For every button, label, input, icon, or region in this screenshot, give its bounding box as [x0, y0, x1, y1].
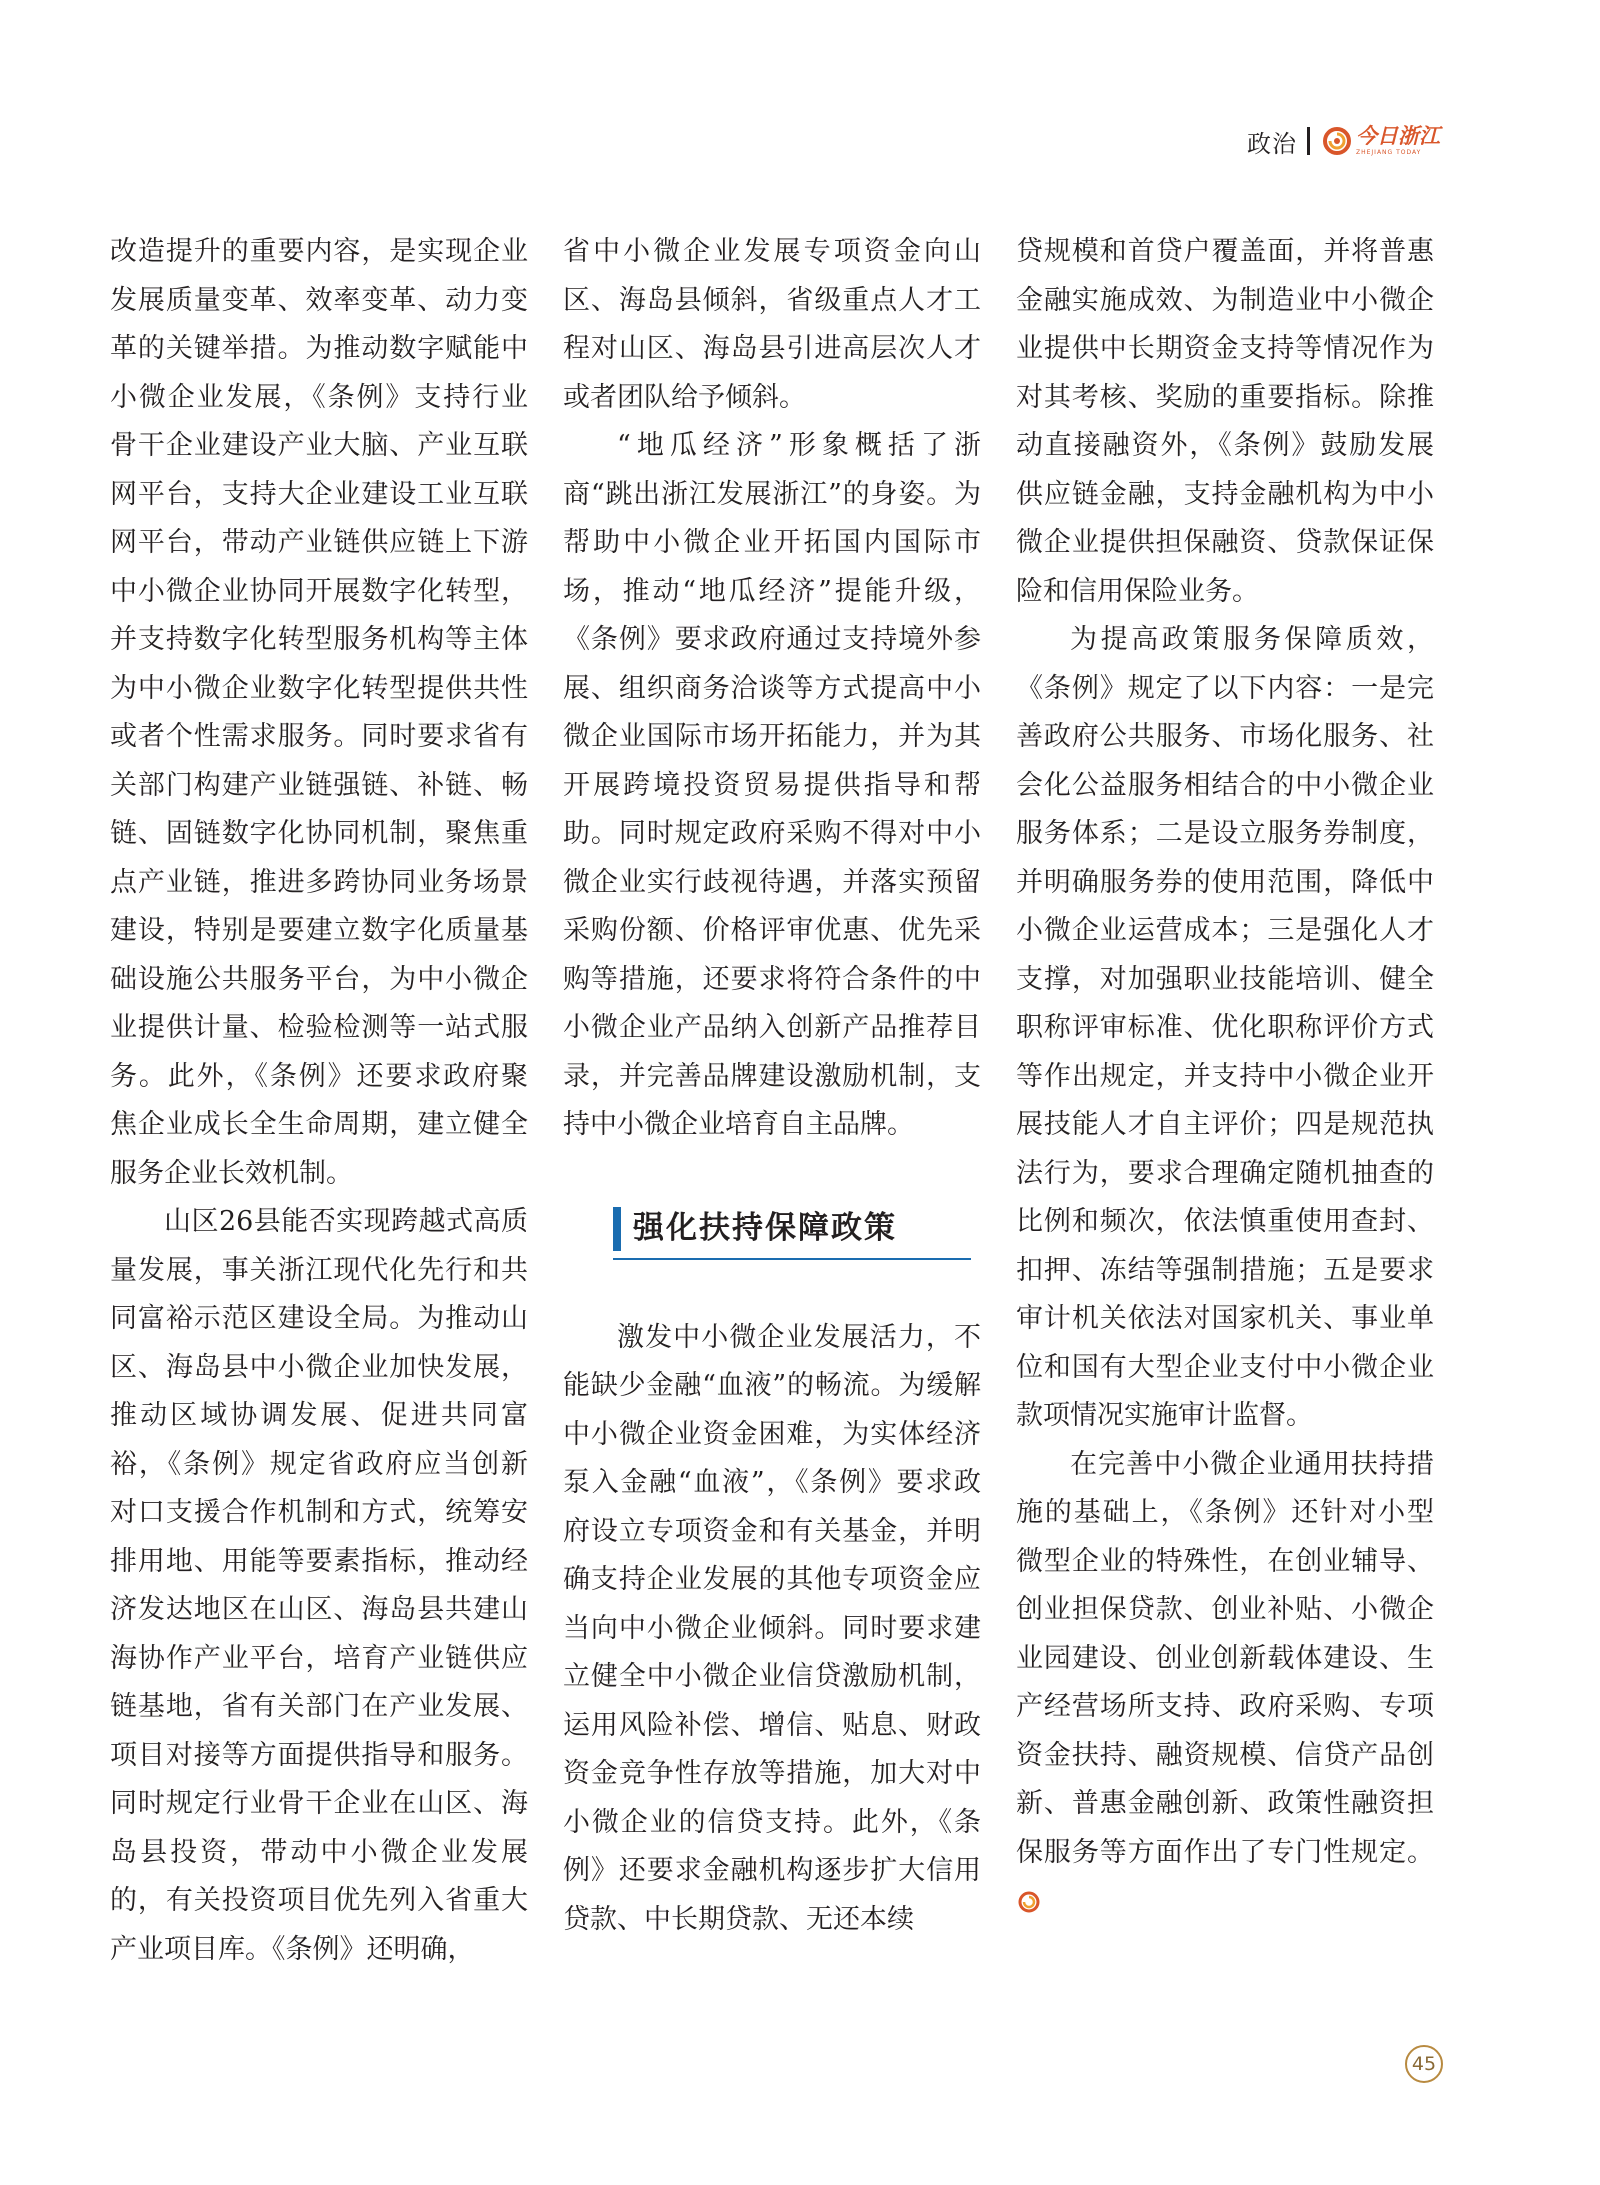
paragraph: 为提高政策服务保障质效，《条例》规定了以下内容：一是完善政府公共服务、市场化服务、社会化公益服务相结合的中小微企业服务体系；二是设立服务券制度，并明确服务券的使用范围，降低中小微企业运营成本；三是强化人才支撑，对加强职业技能培训、健全职称评审标准、优化职称评价方式等作出规定，并支持中小微企业开展技能人才自主评价；四是规范执法行为，要求合理确定随机抽查的比例和频次，依法慎重使用查封、扣押、冻结等强制措施；五是要求审计机关依法对国家机关、事业单位和国有大型企业支付中小微企业款项情况实施审计监督。	[1016, 624, 1434, 1431]
paragraph-text: 在完善中小微企业通用扶持措施的基础上，《条例》还针对小型微型企业的特殊性，在创业辅导、创业担保贷款、创业补贴、小微企业园建设、创业创新载体建设、生产经营场所支持、政府采购、专项资金扶持、融资规模、信贷产品创新、普惠金融创新、政策性融资担保服务等方面作出了专门性规定。	[1016, 1448, 1434, 1868]
paragraph: “地瓜经济”形象概括了浙商“跳出浙江发展浙江”的身姿。为帮助中小微企业开拓国内国际市场，推动“地瓜经济”提能升级，《条例》要求政府通过支持境外参展、组织商务洽谈等方式提高中小微企业国际市场开拓能力，并为其开展跨境投资贸易提供指导和帮助。同时规定政府采购不得对中小微企业实行歧视待遇，并落实预留采购份额、价格评审优惠、优先采购等措施，还要求将符合条件的中小微企业产品纳入创新产品推荐目录，并完善品牌建设激励机制，支持中小微企业培育自主品牌。	[563, 430, 981, 1140]
column-middle	[563, 228, 981, 1944]
end-mark-icon	[1018, 1891, 1040, 1913]
section-label: 政治	[1247, 129, 1297, 158]
header-divider	[1307, 127, 1310, 155]
logo-english-text: ZHEJIANG TODAY	[1356, 149, 1422, 156]
logo-swirl-icon	[1322, 126, 1352, 156]
paragraph: 贷规模和首贷户覆盖面，并将普惠金融实施成效、为制造业中小微企业提供中长期资金支持等情况作为对其考核、奖励的重要指标。除推动直接融资外，《条例》鼓励发展供应链金融，支持金融机构为中小微企业提供担保融资、贷款保证保险和信用保险业务。	[1016, 236, 1434, 607]
page-number: 45	[1405, 2045, 1443, 2083]
column-left	[110, 228, 528, 1974]
page-header	[1247, 118, 1440, 164]
section-subheading	[613, 1200, 971, 1260]
subheading-text: 强化扶持保障政策	[633, 1210, 897, 1247]
paragraph	[1016, 1441, 1434, 1926]
magazine-logo	[1322, 126, 1440, 156]
paragraph: 省中小微企业发展专项资金向山区、海岛县倾斜，省级重点人才工程对山区、海岛县引进高层次人才或者团队给予倾斜。	[563, 236, 981, 413]
paragraph: 山区26县能否实现跨越式高质量发展，事关浙江现代化先行和共同富裕示范区建设全局。为推动山区、海岛县中小微企业加快发展，推动区域协调发展、促进共同富裕，《条例》规定省政府应当创新对口支援合作机制和方式，统筹安排用地、用能等要素指标，推动经济发达地区在山区、海岛县共建山海协作产业平台，培育产业链供应链基地，省有关部门在产业发展、项目对接等方面提供指导和服务。同时规定行业骨干企业在山区、海岛县投资，带动中小微企业发展的，有关投资项目优先列入省重大产业项目库。《条例》还明确，	[110, 1206, 528, 1965]
subheading-bar	[613, 1207, 621, 1251]
logo-chinese-text: 今日浙江	[1356, 124, 1440, 148]
column-right	[1016, 228, 1434, 1926]
paragraph: 改造提升的重要内容，是实现企业发展质量变革、效率变革、动力变革的关键举措。为推动数字赋能中小微企业发展，《条例》支持行业骨干企业建设产业大脑、产业互联网平台，支持大企业建设工业互联网平台，带动产业链供应链上下游中小微企业协同开展数字化转型，并支持数字化转型服务机构等主体为中小微企业数字化转型提供共性或者个性需求服务。同时要求省有关部门构建产业链强链、补链、畅链、固链数字化协同机制，聚焦重点产业链，推进多跨协同业务场景建设，特别是要建立数字化质量基础设施公共服务平台，为中小微企业提供计量、检验检测等一站式服务。此外，《条例》还要求政府聚焦企业成长全生命周期，建立健全服务企业长效机制。	[110, 236, 528, 1189]
paragraph: 激发中小微企业发展活力，不能缺少金融“血液”的畅流。为缓解中小微企业资金困难，为实体经济泵入金融“血液”，《条例》要求政府设立专项资金和有关基金，并明确支持企业发展的其他专项资金应当向中小微企业倾斜。同时要求建立健全中小微企业信贷激励机制，运用风险补偿、增信、贴息、财政资金竞争性存放等措施，加大对中小微企业的信贷支持。此外，《条例》还要求金融机构逐步扩大信用贷款、中长期贷款、无还本续	[563, 1321, 981, 1935]
